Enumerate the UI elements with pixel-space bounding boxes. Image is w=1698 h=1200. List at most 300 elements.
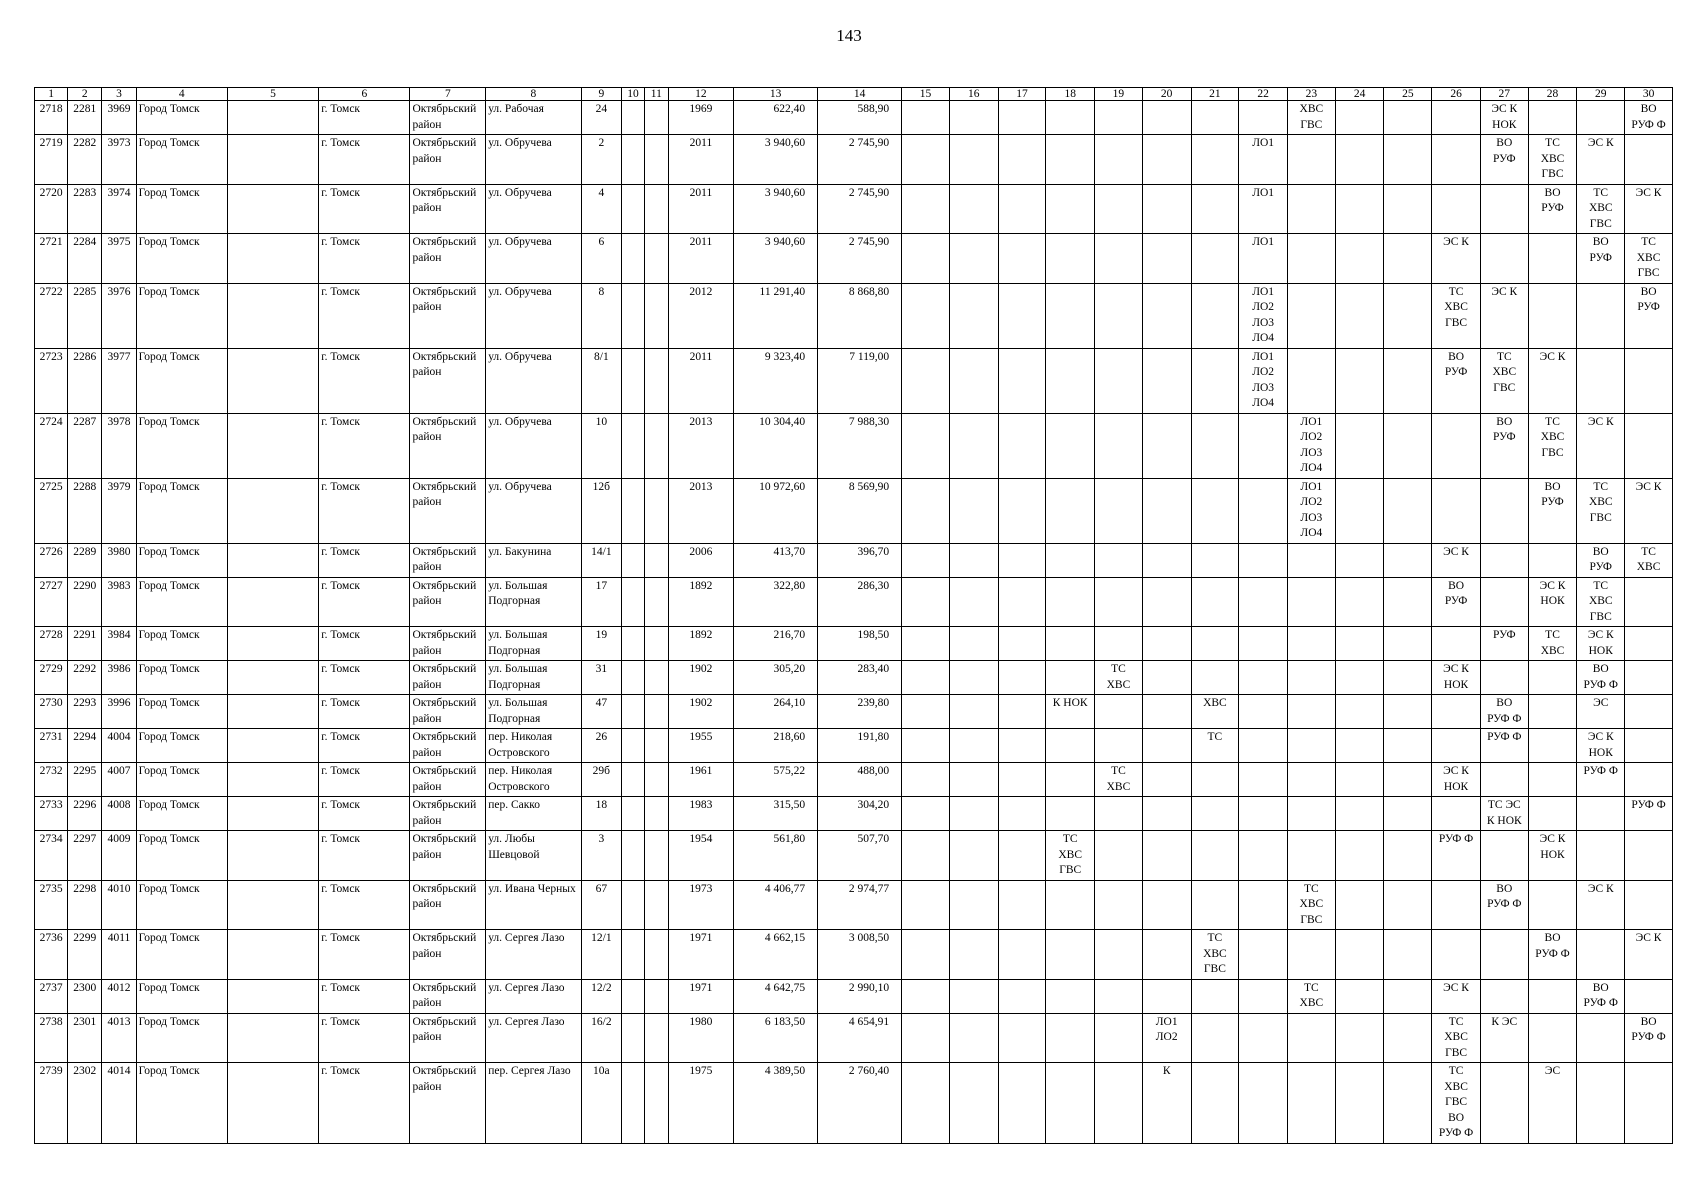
work-year-cell (1335, 135, 1384, 185)
work-year-cell (902, 1063, 950, 1144)
register-table (34, 87, 1673, 1144)
column-header: 4 (136, 88, 227, 101)
work-year-cell: ЛО1 ЛО2 ЛО3 ЛО4 (1288, 478, 1336, 543)
code-number: 3976 (102, 283, 136, 348)
year-built: 1973 (668, 880, 733, 930)
work-year-cell (998, 831, 1046, 881)
row-number: 2729 (35, 661, 68, 695)
work-year-cell: ЛО1 (1239, 135, 1288, 185)
district: Октябрьский район (410, 930, 486, 980)
work-year-cell (1095, 831, 1143, 881)
table-row (35, 695, 1673, 729)
living-area: 2 745,90 (818, 184, 902, 234)
work-year-cell (1288, 543, 1336, 577)
work-year-cell (1142, 184, 1191, 234)
total-area: 4 406,77 (734, 880, 818, 930)
work-year-cell (1625, 413, 1673, 478)
work-year-cell (1480, 478, 1528, 543)
work-year-cell (998, 695, 1046, 729)
work-year-cell (1239, 831, 1288, 881)
work-year-cell (1384, 729, 1432, 763)
column-11-value (644, 184, 668, 234)
code-number: 4013 (102, 1013, 136, 1063)
column-11-value (644, 880, 668, 930)
work-year-cell (1142, 543, 1191, 577)
work-year-cell: ЭС К (1577, 135, 1625, 185)
street: ул. Бакунина (486, 543, 581, 577)
work-year-cell (1239, 627, 1288, 661)
year-built: 1892 (668, 577, 733, 627)
row-number: 2722 (35, 283, 68, 348)
column-header: 22 (1239, 88, 1288, 101)
work-year-cell: ТС ЭС К НОК (1480, 797, 1528, 831)
city: г. Томск (319, 1063, 410, 1144)
column-5-value (227, 661, 318, 695)
row-number: 2728 (35, 627, 68, 661)
total-area: 6 183,50 (734, 1013, 818, 1063)
total-area: 3 940,60 (734, 135, 818, 185)
work-year-cell (1335, 283, 1384, 348)
work-year-cell (998, 729, 1046, 763)
table-row (35, 413, 1673, 478)
column-10-value (622, 1063, 645, 1144)
year-built: 2011 (668, 184, 733, 234)
work-year-cell (1288, 1063, 1336, 1144)
work-year-cell (1046, 930, 1095, 980)
work-year-cell (998, 413, 1046, 478)
code-number: 3975 (102, 234, 136, 284)
municipality: Город Томск (136, 729, 227, 763)
house-number: 18 (581, 797, 621, 831)
table-row (35, 797, 1673, 831)
work-year-cell (1528, 729, 1577, 763)
work-year-cell (998, 283, 1046, 348)
work-year-cell (902, 627, 950, 661)
registry-number: 2283 (68, 184, 102, 234)
district: Октябрьский район (410, 184, 486, 234)
column-10-value (622, 930, 645, 980)
work-year-cell (1095, 930, 1143, 980)
year-built: 1892 (668, 627, 733, 661)
work-year-cell: ТС ХВС (1095, 661, 1143, 695)
work-year-cell (1288, 661, 1336, 695)
district: Октябрьский район (410, 478, 486, 543)
work-year-cell: ВО РУФ Ф (1625, 101, 1673, 135)
table-row (35, 135, 1673, 185)
work-year-cell (1528, 880, 1577, 930)
work-year-cell (1046, 797, 1095, 831)
work-year-cell: ТС (1191, 729, 1239, 763)
work-year-cell (1095, 627, 1143, 661)
work-year-cell (1384, 135, 1432, 185)
district: Октябрьский район (410, 880, 486, 930)
row-number: 2737 (35, 979, 68, 1013)
table-row (35, 627, 1673, 661)
total-area: 11 291,40 (734, 283, 818, 348)
municipality: Город Томск (136, 283, 227, 348)
work-year-cell: ТС ХВС ГВС (1191, 930, 1239, 980)
work-year-cell (1142, 101, 1191, 135)
city: г. Томск (319, 979, 410, 1013)
street: пер. Сергея Лазо (486, 1063, 581, 1144)
work-year-cell (1046, 577, 1095, 627)
work-year-cell (998, 979, 1046, 1013)
work-year-cell (1239, 880, 1288, 930)
column-11-value (644, 543, 668, 577)
year-built: 2006 (668, 543, 733, 577)
code-number: 3973 (102, 135, 136, 185)
work-year-cell: ХВС (1191, 695, 1239, 729)
district: Октябрьский район (410, 101, 486, 135)
total-area: 315,50 (734, 797, 818, 831)
total-area: 575,22 (734, 763, 818, 797)
column-header: 16 (949, 88, 998, 101)
work-year-cell (949, 729, 998, 763)
column-5-value (227, 627, 318, 661)
column-5-value (227, 831, 318, 881)
municipality: Город Томск (136, 1013, 227, 1063)
column-10-value (622, 627, 645, 661)
year-built: 1954 (668, 831, 733, 881)
row-number: 2723 (35, 348, 68, 413)
work-year-cell (1577, 831, 1625, 881)
work-year-cell: ВО РУФ Ф (1480, 880, 1528, 930)
work-year-cell (1142, 348, 1191, 413)
column-10-value (622, 348, 645, 413)
code-number: 3983 (102, 577, 136, 627)
column-header: 17 (998, 88, 1046, 101)
work-year-cell (1191, 627, 1239, 661)
column-10-value (622, 577, 645, 627)
work-year-cell: ЛО1 ЛО2 ЛО3 ЛО4 (1288, 413, 1336, 478)
column-11-value (644, 797, 668, 831)
living-area: 239,80 (818, 695, 902, 729)
column-11-value (644, 695, 668, 729)
house-number: 12б (581, 478, 621, 543)
work-year-cell: К ЭС (1480, 1013, 1528, 1063)
living-area: 286,30 (818, 577, 902, 627)
registry-number: 2291 (68, 627, 102, 661)
work-year-cell (1239, 797, 1288, 831)
work-year-cell: ХВС ГВС (1288, 101, 1336, 135)
year-built: 1983 (668, 797, 733, 831)
living-area: 7 119,00 (818, 348, 902, 413)
work-year-cell (1335, 184, 1384, 234)
column-11-value (644, 763, 668, 797)
total-area: 10 304,40 (734, 413, 818, 478)
total-area: 218,60 (734, 729, 818, 763)
living-area: 396,70 (818, 543, 902, 577)
work-year-cell (1335, 1063, 1384, 1144)
work-year-cell (1142, 283, 1191, 348)
work-year-cell (1046, 763, 1095, 797)
total-area: 216,70 (734, 627, 818, 661)
work-year-cell (998, 348, 1046, 413)
work-year-cell: ВО РУФ (1577, 543, 1625, 577)
living-area: 8 569,90 (818, 478, 902, 543)
row-number: 2725 (35, 478, 68, 543)
work-year-cell (1335, 543, 1384, 577)
column-5-value (227, 1063, 318, 1144)
district: Октябрьский район (410, 763, 486, 797)
column-header: 10 (622, 88, 645, 101)
work-year-cell (1384, 101, 1432, 135)
work-year-cell (1384, 627, 1432, 661)
work-year-cell (1046, 101, 1095, 135)
work-year-cell (949, 413, 998, 478)
work-year-cell (1288, 348, 1336, 413)
registry-number: 2292 (68, 661, 102, 695)
street: ул. Сергея Лазо (486, 1013, 581, 1063)
work-year-cell (1335, 478, 1384, 543)
column-header: 15 (902, 88, 950, 101)
work-year-cell (1480, 1063, 1528, 1144)
work-year-cell (1095, 543, 1143, 577)
row-number: 2733 (35, 797, 68, 831)
column-header: 27 (1480, 88, 1528, 101)
work-year-cell (1239, 413, 1288, 478)
year-built: 2012 (668, 283, 733, 348)
work-year-cell (1528, 543, 1577, 577)
work-year-cell (998, 101, 1046, 135)
house-number: 26 (581, 729, 621, 763)
work-year-cell (1095, 979, 1143, 1013)
column-11-value (644, 413, 668, 478)
total-area: 10 972,60 (734, 478, 818, 543)
column-10-value (622, 880, 645, 930)
work-year-cell (998, 184, 1046, 234)
municipality: Город Томск (136, 661, 227, 695)
city: г. Томск (319, 627, 410, 661)
work-year-cell (1191, 101, 1239, 135)
work-year-cell: ТС ХВС (1095, 763, 1143, 797)
city: г. Томск (319, 763, 410, 797)
work-year-cell (949, 979, 998, 1013)
column-header: 12 (668, 88, 733, 101)
table-row (35, 184, 1673, 234)
work-year-cell (998, 478, 1046, 543)
work-year-cell (1625, 348, 1673, 413)
work-year-cell (1191, 413, 1239, 478)
work-year-cell (949, 797, 998, 831)
work-year-cell (1625, 979, 1673, 1013)
work-year-cell (1432, 184, 1481, 234)
work-year-cell: ЭС К (1432, 234, 1481, 284)
column-10-value (622, 831, 645, 881)
work-year-cell (1239, 1013, 1288, 1063)
work-year-cell (1191, 763, 1239, 797)
year-built: 1969 (668, 101, 733, 135)
work-year-cell (1335, 627, 1384, 661)
work-year-cell (1432, 135, 1481, 185)
work-year-cell (949, 1013, 998, 1063)
work-year-cell: РУФ Ф (1432, 831, 1481, 881)
column-header: 8 (486, 88, 581, 101)
year-built: 1902 (668, 695, 733, 729)
column-header: 21 (1191, 88, 1239, 101)
work-year-cell (1528, 101, 1577, 135)
work-year-cell (949, 348, 998, 413)
work-year-cell (1288, 283, 1336, 348)
city: г. Томск (319, 101, 410, 135)
work-year-cell (1288, 831, 1336, 881)
work-year-cell (1384, 1063, 1432, 1144)
work-year-cell (1528, 763, 1577, 797)
street: ул. Обручева (486, 348, 581, 413)
municipality: Город Томск (136, 880, 227, 930)
work-year-cell (1577, 348, 1625, 413)
column-header: 30 (1625, 88, 1673, 101)
table-header-row (35, 88, 1673, 101)
work-year-cell (998, 543, 1046, 577)
column-5-value (227, 880, 318, 930)
column-11-value (644, 661, 668, 695)
work-year-cell: ЭС К НОК (1432, 661, 1481, 695)
work-year-cell: ЭС К НОК (1480, 101, 1528, 135)
work-year-cell: ТС ХВС ГВС (1046, 831, 1095, 881)
city: г. Томск (319, 880, 410, 930)
registry-number: 2293 (68, 695, 102, 729)
work-year-cell (1335, 880, 1384, 930)
work-year-cell (1191, 184, 1239, 234)
work-year-cell (1384, 234, 1432, 284)
house-number: 14/1 (581, 543, 621, 577)
city: г. Томск (319, 831, 410, 881)
work-year-cell: ВО РУФ Ф (1480, 695, 1528, 729)
district: Октябрьский район (410, 661, 486, 695)
column-header: 24 (1335, 88, 1384, 101)
work-year-cell (1191, 797, 1239, 831)
living-area: 488,00 (818, 763, 902, 797)
column-5-value (227, 478, 318, 543)
living-area: 198,50 (818, 627, 902, 661)
work-year-cell (1625, 661, 1673, 695)
work-year-cell (998, 234, 1046, 284)
work-year-cell (1095, 234, 1143, 284)
work-year-cell: ЭС К (1625, 478, 1673, 543)
work-year-cell (1384, 930, 1432, 980)
work-year-cell (1335, 661, 1384, 695)
year-built: 1975 (668, 1063, 733, 1144)
code-number: 4007 (102, 763, 136, 797)
district: Октябрьский район (410, 543, 486, 577)
total-area: 322,80 (734, 577, 818, 627)
column-10-value (622, 101, 645, 135)
work-year-cell (1191, 831, 1239, 881)
work-year-cell: ЭС К (1577, 880, 1625, 930)
column-11-value (644, 101, 668, 135)
work-year-cell (949, 478, 998, 543)
work-year-cell (1625, 880, 1673, 930)
living-area: 2 745,90 (818, 135, 902, 185)
work-year-cell (1625, 831, 1673, 881)
table-row (35, 1063, 1673, 1144)
column-10-value (622, 413, 645, 478)
work-year-cell (1577, 283, 1625, 348)
work-year-cell: ЭС К (1625, 184, 1673, 234)
work-year-cell (1335, 234, 1384, 284)
column-5-value (227, 979, 318, 1013)
code-number: 4012 (102, 979, 136, 1013)
street: ул. Обручева (486, 184, 581, 234)
work-year-cell (1384, 763, 1432, 797)
work-year-cell (1142, 627, 1191, 661)
house-number: 10 (581, 413, 621, 478)
city: г. Томск (319, 135, 410, 185)
work-year-cell (902, 234, 950, 284)
city: г. Томск (319, 478, 410, 543)
work-year-cell: ВО РУФ (1625, 283, 1673, 348)
street: пер. Николая Островского (486, 729, 581, 763)
work-year-cell: РУФ Ф (1625, 797, 1673, 831)
work-year-cell (949, 930, 998, 980)
column-11-value (644, 930, 668, 980)
work-year-cell (1191, 577, 1239, 627)
year-built: 2011 (668, 348, 733, 413)
column-11-value (644, 729, 668, 763)
column-11-value (644, 831, 668, 881)
column-header: 1 (35, 88, 68, 101)
work-year-cell (1142, 979, 1191, 1013)
work-year-cell (1528, 283, 1577, 348)
column-header: 6 (319, 88, 410, 101)
total-area: 305,20 (734, 661, 818, 695)
living-area: 4 654,91 (818, 1013, 902, 1063)
work-year-cell (1335, 797, 1384, 831)
work-year-cell (949, 831, 998, 881)
work-year-cell: РУФ Ф (1480, 729, 1528, 763)
column-11-value (644, 478, 668, 543)
district: Октябрьский район (410, 413, 486, 478)
table-row (35, 283, 1673, 348)
work-year-cell (1432, 478, 1481, 543)
column-10-value (622, 135, 645, 185)
work-year-cell (1384, 478, 1432, 543)
work-year-cell: ВО РУФ (1432, 577, 1481, 627)
total-area: 264,10 (734, 695, 818, 729)
district: Октябрьский район (410, 1063, 486, 1144)
work-year-cell: РУФ Ф (1577, 763, 1625, 797)
work-year-cell: ЭС К (1528, 348, 1577, 413)
work-year-cell: ТС ХВС ГВС ВО РУФ Ф (1432, 1063, 1481, 1144)
column-5-value (227, 283, 318, 348)
work-year-cell (1239, 577, 1288, 627)
work-year-cell (1288, 234, 1336, 284)
work-year-cell: ВО РУФ Ф (1528, 930, 1577, 980)
house-number: 24 (581, 101, 621, 135)
work-year-cell (1046, 661, 1095, 695)
registry-number: 2301 (68, 1013, 102, 1063)
work-year-cell (1095, 135, 1143, 185)
work-year-cell (1239, 729, 1288, 763)
work-year-cell: ЭС К (1480, 283, 1528, 348)
code-number: 3977 (102, 348, 136, 413)
street: ул. Большая Подгорная (486, 661, 581, 695)
municipality: Город Томск (136, 413, 227, 478)
code-number: 4009 (102, 831, 136, 881)
table-row (35, 543, 1673, 577)
work-year-cell (1335, 831, 1384, 881)
work-year-cell (1384, 543, 1432, 577)
work-year-cell (1480, 979, 1528, 1013)
work-year-cell (1432, 930, 1481, 980)
work-year-cell (1191, 135, 1239, 185)
work-year-cell: ВО РУФ (1577, 234, 1625, 284)
table-row (35, 577, 1673, 627)
work-year-cell (902, 797, 950, 831)
work-year-cell (1384, 184, 1432, 234)
work-year-cell (1239, 979, 1288, 1013)
